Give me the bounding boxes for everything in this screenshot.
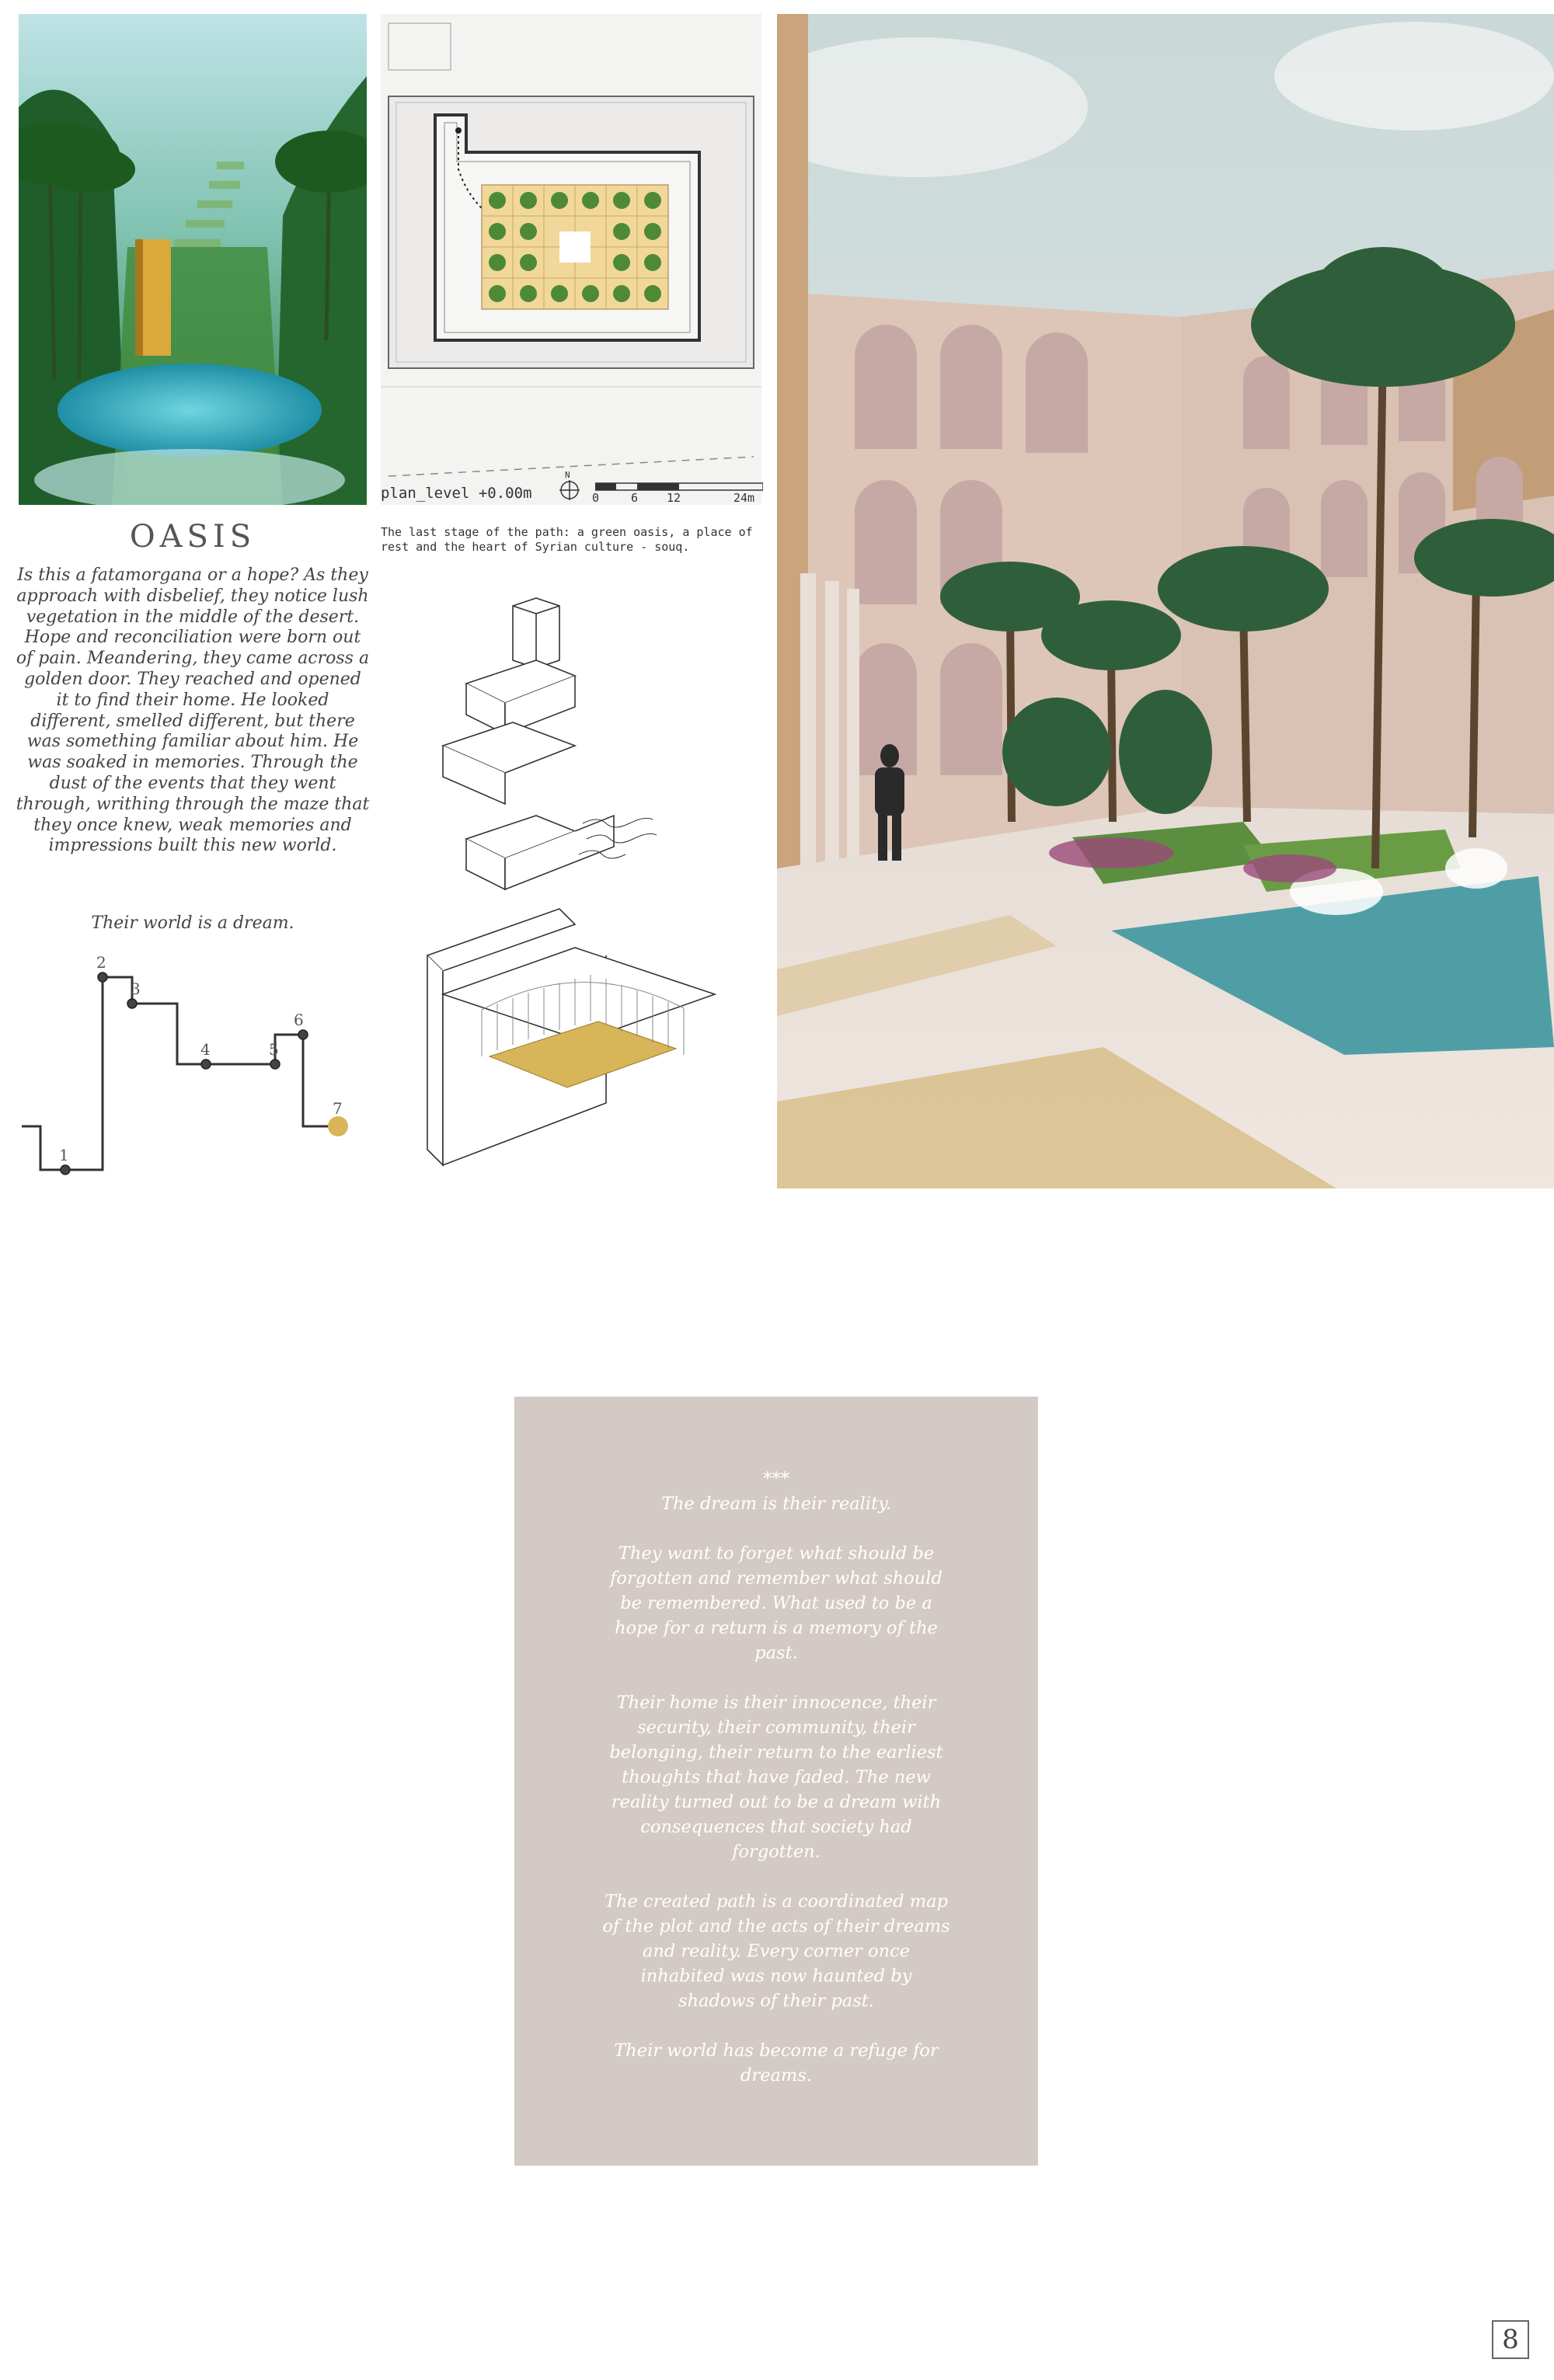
north-label: N [565,470,570,480]
plan-palm-tree-icon [489,254,506,271]
plan-palm-tree-icon [644,285,661,302]
plan-palm-tree-icon [520,254,537,271]
floor-plan [381,14,761,505]
path-step-6-label: 6 [294,1011,304,1029]
plan-palm-tree-icon [613,223,630,240]
textbox-stars: *** [763,1469,789,1489]
closing-text-box [514,1397,1038,2166]
path-step-1-marker [61,1165,70,1174]
story-closing-line: Their world is a dream. [91,913,294,933]
path-step-7-label: 7 [333,1099,343,1118]
oasis-illustration [19,14,367,505]
page-title: OASIS [129,519,256,555]
path-step-1-label: 1 [59,1146,69,1164]
scale-bar [595,480,763,489]
textbox-paragraph-5: Their world has become a refuge for dreams. [614,2041,939,2086]
plan-palm-tree-icon [613,285,630,302]
plan-palm-tree-icon [551,285,568,302]
courtyard-render [777,14,1554,1188]
textbox-paragraph-2: They want to forget what should be forgotten and remember what should be remembered. What used to be a hope for a return is a memory of the past. [610,1543,943,1663]
plan-palm-tree-icon [613,192,630,209]
plan-caption: The last stage of the path: a green oasis, a place of rest and the heart of Syrian culture - souq. [381,525,753,554]
path-step-4-marker [201,1060,211,1069]
plan-palm-tree-icon [551,192,568,209]
plan-palm-tree-icon [582,192,599,209]
scale-tick-24m: 24m [733,491,755,505]
scale-tick-12: 12 [667,491,681,505]
path-step-6-marker [298,1030,308,1039]
path-step-2-marker [98,973,107,982]
plan-level-label: plan_level +0.00m [381,485,532,502]
north-arrow-icon [559,480,580,500]
plan-palm-tree-icon [613,254,630,271]
path-step-5-marker [270,1060,280,1069]
path-step-5-label: 5 [269,1040,279,1059]
plan-palm-tree-icon [644,254,661,271]
story-text: Is this a fatamorgana or a hope? As they approach with disbelief, they notice lush vegetation in the middle of the desert. Hope and reconciliation were born out of pain. Meandering, they came across a golden door. They reached and opened it to find their home. He looked different, smelled different, but there was something familiar about him. He was soaked in memories. Through the dust of the events that they went through, writhing through the maze that they once knew, weak memories and impressions built this new world. [16,565,370,856]
axonometric-drawing [420,590,746,1173]
plan-palm-tree-icon [582,285,599,302]
plan-palm-tree-icon [644,192,661,209]
textbox-paragraph-3: Their home is their innocence, their security, their community, their belonging, their return to the earliest thoughts that have faded. The new reality turned out to be a dream with consequences that society had forgotten. [609,1693,943,1862]
scale-tick-0: 0 [592,491,600,505]
textbox-paragraph-1: The dream is their reality. [661,1494,891,1514]
closing-text [600,1467,953,2113]
scale-tick-6: 6 [631,491,639,505]
plan-palm-tree-icon [489,192,506,209]
path-step-2-label: 2 [96,953,106,972]
path-step-7-marker [328,1116,348,1136]
page-number: 8 [1492,2320,1529,2359]
plan-palm-tree-icon [520,192,537,209]
path-step-3-label: 3 [131,979,141,998]
plan-palm-tree-icon [520,285,537,302]
plan-palm-tree-icon [489,285,506,302]
textbox-paragraph-4: The created path is a coordinated map of the plot and the acts of their dreams and reality. Every corner once inhabited was now haunted by shadows of their past. [602,1891,950,2011]
path-step-3-marker [127,999,137,1008]
plan-palm-tree-icon [489,223,506,240]
path-step-4-label: 4 [200,1040,211,1059]
plan-palm-tree-icon [644,223,661,240]
path-step-diagram [16,948,373,1181]
plan-palm-tree-icon [520,223,537,240]
